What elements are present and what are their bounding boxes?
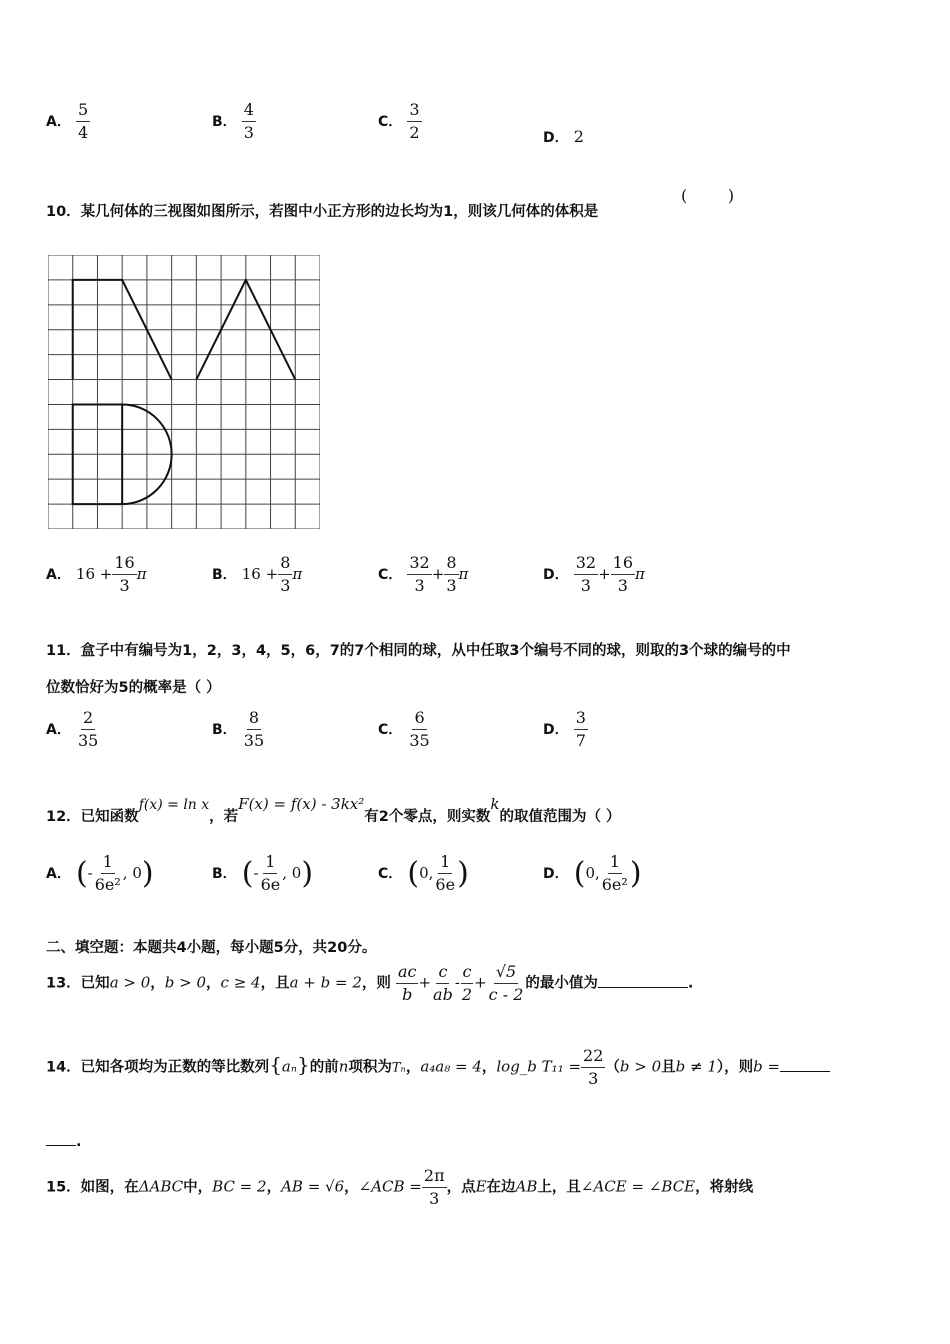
answer-blank[interactable] [780, 1071, 830, 1072]
option-label: D． [543, 567, 569, 583]
fraction: $\frac{2\pi}{3}$ [423, 1166, 445, 1208]
option-value: 2 [573, 127, 584, 146]
q10-option-a [46, 553, 147, 596]
q10-option-b [212, 553, 302, 596]
q15-stem [46, 1166, 753, 1209]
integer-term: 16 + [241, 565, 279, 583]
side-ab: AB = √6 [281, 1177, 345, 1196]
interval-right: , 0 [122, 864, 142, 882]
angle-acb: ∠ACB = [358, 1177, 422, 1196]
fraction: $\frac{ac}{b}$ [397, 962, 417, 1004]
interval-left: 0, [585, 864, 600, 882]
q14-stem [46, 1046, 830, 1089]
cond-c: c ≥ 4 [220, 973, 261, 992]
close-paren: ) [629, 856, 642, 891]
q12-option-c [378, 852, 469, 895]
option-label: A． [46, 866, 71, 882]
fraction: $\frac{√5}{c - 2}$ [488, 962, 524, 1004]
fraction: $\frac{32}{3}$ [409, 553, 430, 595]
open-paren: ( [407, 856, 420, 891]
option-label: A． [46, 114, 71, 130]
pi-symbol: π [136, 565, 147, 583]
separator: ， [266, 1179, 282, 1196]
product-T: Tₙ [391, 1060, 406, 1076]
q12-text-1: 12．已知函数 [46, 809, 139, 825]
q14-text-3: 项积为 [348, 1059, 392, 1076]
q15-text-3: ，点 [446, 1179, 476, 1196]
option-label: B． [212, 722, 237, 738]
seq-brace-open: { [269, 1052, 282, 1077]
q10-text: 10．某几何体的三视图如图所示，若图中小正方形的边长均为1，则该几何体的体积是 [46, 204, 599, 220]
q12-text-4: 的取值范围为（ ） [499, 809, 621, 825]
fraction: $\frac{1}{6e}$ [260, 852, 281, 894]
option-label: A． [46, 722, 71, 738]
q12-option-b [212, 852, 313, 895]
q14-text-2: 的前 [309, 1059, 339, 1076]
answer-blank[interactable] [598, 987, 688, 988]
q11-option-c [378, 708, 432, 751]
q10-option-d [543, 553, 645, 596]
fraction: $\frac{8}{35}$ [243, 708, 265, 750]
interval-right: , 0 [282, 864, 302, 882]
integer-term: 16 + [75, 565, 113, 583]
interval-left: - [253, 864, 259, 882]
q10-stem [46, 200, 598, 221]
q13-text-1: 13．已知 [46, 975, 110, 992]
q13-stem [46, 962, 693, 1005]
fraction: $\frac{5}{4}$ [77, 100, 89, 142]
period: . [687, 975, 694, 992]
separator: ， [206, 975, 221, 992]
q11-option-d [543, 708, 588, 751]
q9-option-d [543, 127, 584, 147]
three-view-figure [48, 255, 320, 529]
fraction: $\frac{8}{3}$ [446, 553, 457, 595]
fraction: $\frac{6}{35}$ [409, 708, 430, 750]
fraction: $\frac{3}{7}$ [575, 708, 586, 750]
q15-text-4: 在边 [486, 1179, 516, 1196]
q13-text-4: 的最小值为 [525, 975, 598, 992]
sequence: aₙ [281, 1057, 297, 1076]
close-paren: ) [301, 856, 314, 891]
pi-symbol: π [635, 565, 645, 583]
triangle: ΔABC [138, 1177, 184, 1196]
operator: - [454, 973, 460, 992]
close-paren: ) [457, 856, 469, 891]
section-heading: 二、填空题：本题共4小题，每小题5分，共20分。 [46, 940, 377, 956]
log-expression: log_b T₁₁ = [496, 1057, 582, 1076]
open-paren: ( [241, 856, 254, 891]
q14-text-5: 且 [661, 1059, 676, 1076]
cond-sum: a + b = 2 [289, 973, 362, 992]
q14-text-6: ），则 [716, 1059, 754, 1076]
q14-text-4: （ [605, 1059, 620, 1076]
grid-lines [48, 255, 320, 529]
q11-line2: 位数恰好为5的概率是（ ） [46, 680, 221, 696]
fraction: $\frac{1}{6e}$ [435, 852, 456, 894]
option-label: B． [212, 567, 237, 583]
q13-text-2: ，且 [260, 975, 290, 992]
fraction: $\frac{4}{3}$ [243, 100, 254, 142]
option-label: C． [378, 567, 403, 583]
period: . [76, 1134, 82, 1150]
fraction: $\frac{22}{3}$ [583, 1046, 604, 1088]
option-label: C． [378, 114, 403, 130]
q11-line1: 11．盒子中有编号为1，2，3，4，5，6，7的7个相同的球，从中任取3个编号不同的球，则取的3个球的编号的中 [46, 643, 791, 659]
q11-option-b [212, 708, 266, 751]
option-label: D． [543, 866, 569, 882]
q15-text-1: 15．如图，在 [46, 1179, 139, 1196]
plus-sign: + [431, 565, 445, 583]
option-label: B． [212, 114, 237, 130]
open-paren: ( [573, 856, 586, 891]
answer-b: b = [753, 1057, 781, 1076]
q15-text-6: ，将射线 [695, 1179, 754, 1196]
q10-option-c [378, 553, 468, 596]
fraction: $\frac{16}{3}$ [612, 553, 634, 595]
option-label: C． [378, 722, 403, 738]
fraction: $\frac{8}{3}$ [280, 553, 291, 595]
separator: ， [344, 1179, 359, 1196]
option-label: D． [543, 130, 569, 146]
plus-sign: + [598, 565, 611, 583]
fraction: $\frac{1}{\text{6e²}}$ [94, 852, 121, 894]
cond-b-positive: b > 0 [619, 1057, 662, 1076]
function-F: F(x) = f(x) - 3kx² [238, 795, 365, 813]
seq-brace-close: } [296, 1052, 310, 1077]
close-paren: ) [141, 856, 154, 891]
fraction: $\frac{2}{35}$ [77, 708, 99, 750]
q13-text-3: ，则 [361, 975, 391, 992]
angle-equality: ∠ACE = ∠BCE [580, 1177, 696, 1196]
interval-left: 0, [419, 864, 434, 882]
cond-a: a > 0 [109, 973, 151, 992]
q14-text-1: 14．已知各项均为正数的等比数列 [46, 1059, 270, 1076]
fraction: $\frac{16}{3}$ [114, 553, 135, 595]
interval-left: - [87, 864, 93, 882]
pi-symbol: π [292, 565, 303, 583]
separator: ， [150, 975, 165, 992]
option-label: B． [212, 866, 237, 882]
cond-product: a₄a₈ = 4 [420, 1057, 482, 1076]
side-bc: BC = 2 [212, 1177, 267, 1196]
separator: ， [481, 1059, 497, 1076]
point-e: E [475, 1177, 487, 1196]
q11-option-a [46, 708, 100, 751]
fraction: $\frac{c}{ab}$ [433, 962, 453, 1004]
q12-option-a [46, 852, 154, 895]
cond-b: b > 0 [164, 973, 207, 992]
q12-text-2: ，若 [209, 809, 239, 825]
fraction: $\frac{32}{3}$ [575, 553, 597, 595]
operator: + [418, 973, 432, 992]
option-label: D． [543, 722, 569, 738]
q9-option-b [212, 100, 256, 143]
cond-b-not-one: b ≠ 1 [675, 1057, 717, 1076]
q10-paren: ( ) [681, 186, 735, 205]
function-f: f(x) = ln x [138, 797, 210, 813]
fraction: $\frac{c}{2}$ [461, 962, 473, 1004]
view-shapes [73, 280, 296, 504]
q12-option-d [543, 852, 642, 895]
pi-symbol: π [458, 565, 469, 583]
segment-ab: AB [515, 1177, 538, 1196]
variable-n: n [338, 1057, 349, 1076]
option-label: A． [46, 567, 71, 583]
open-paren: ( [75, 856, 88, 891]
q9-option-c [378, 100, 422, 143]
q9-option-a [46, 100, 90, 143]
fraction: $\frac{3}{2}$ [409, 100, 420, 142]
q14-blank-continued [46, 1134, 82, 1150]
answer-blank-continued[interactable] [46, 1145, 76, 1146]
option-label: C． [378, 866, 403, 882]
q12-text-3: 有2个零点，则实数 [364, 809, 491, 825]
q15-text-2: 中， [183, 1179, 213, 1196]
operator: + [474, 973, 487, 992]
q15-text-5: 上，且 [537, 1179, 581, 1196]
fraction: $\frac{1}{\text{6e²}}$ [601, 852, 628, 894]
q12-stem [46, 795, 621, 826]
variable-k: k [490, 795, 500, 813]
separator: ， [405, 1059, 421, 1076]
